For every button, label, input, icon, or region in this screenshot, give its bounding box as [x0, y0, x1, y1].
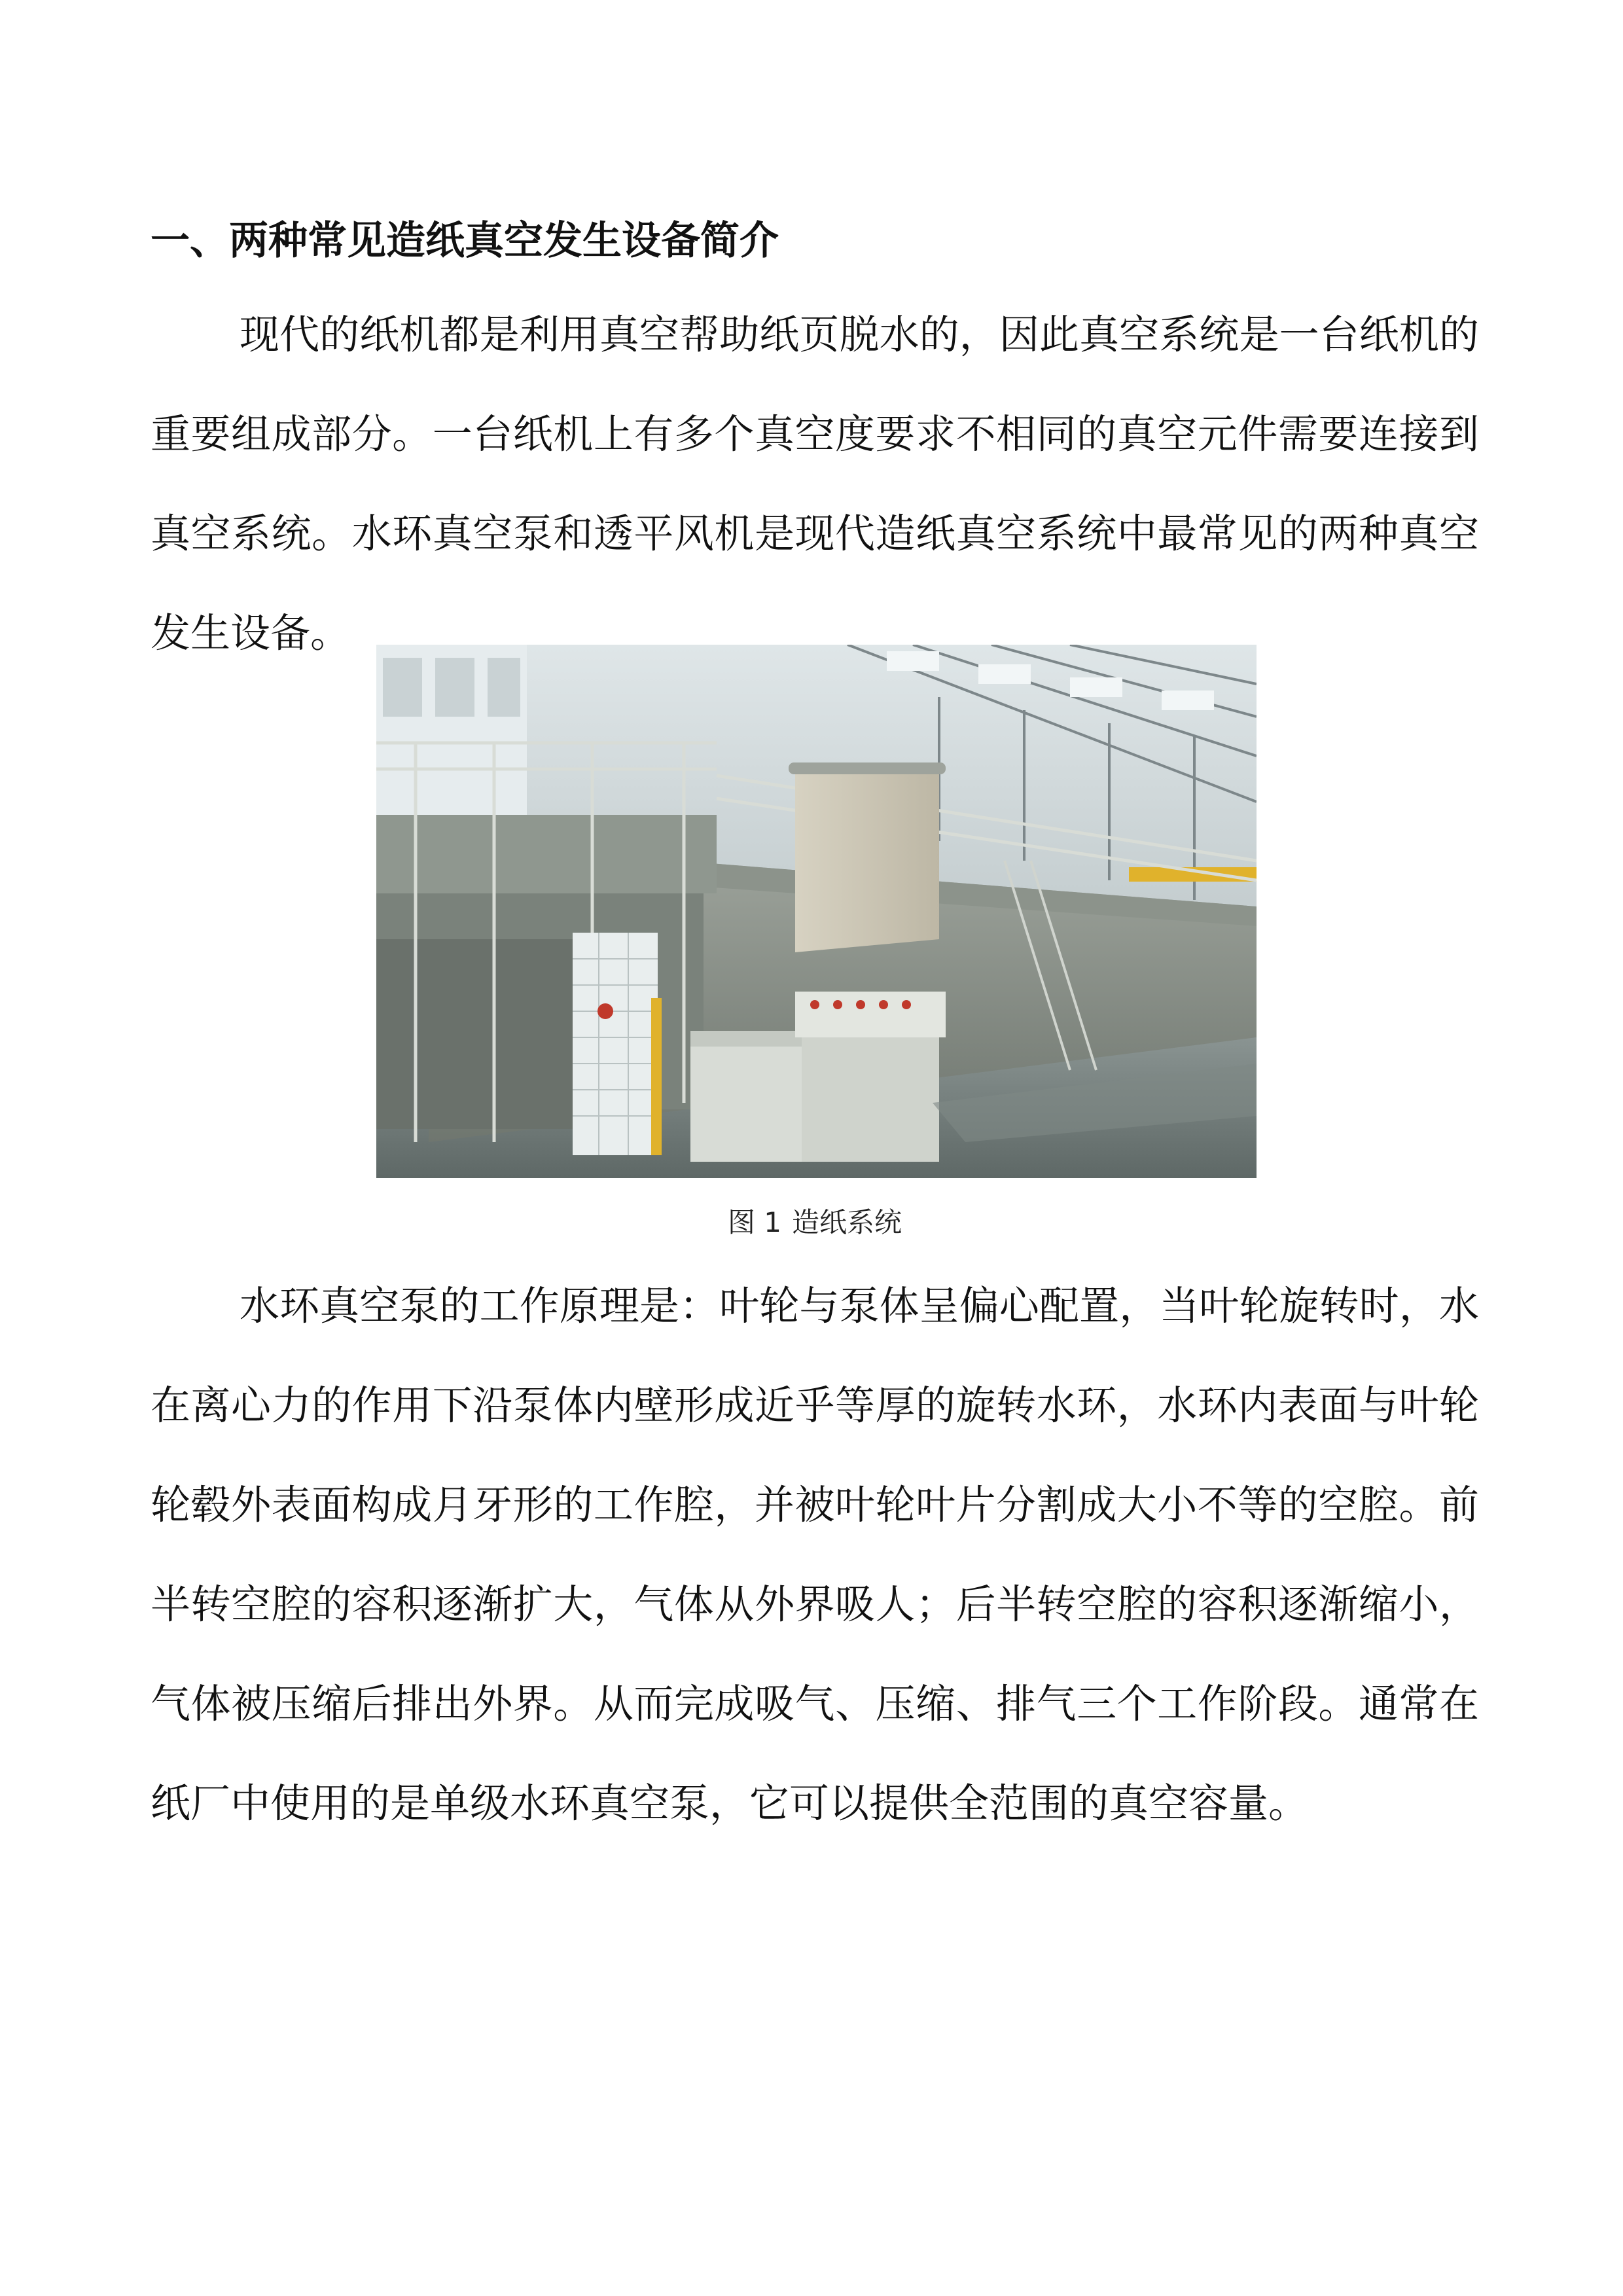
figure-number: 图 1	[727, 1206, 782, 1238]
figure-caption	[151, 1203, 1479, 1242]
document-page	[151, 0, 1479, 2296]
intro-paragraph: 现代的纸机都是利用真空帮助纸页脱水的，因此真空系统是一台纸机的重要组成部分。一台纸机上有多个真空度要求不相同的真空元件需要连接到真空系统。水环真空泵和透平风机是现代造纸真空系统中最常见的两种真空发生设备。	[151, 312, 1479, 656]
principle-paragraph: 水环真空泵的工作原理是：叶轮与泵体呈偏心配置，当叶轮旋转时，水在离心力的作用下沿泵体内壁形成近乎等厚的旋转水环，水环内表面与叶轮轮毂外表面构成月牙形的工作腔，并被叶轮叶片分割成大小不等的空腔。前半转空腔的容积逐渐扩大，气体从外界吸人；后半转空腔的容积逐渐缩小，气体被压缩后排出外界。从而完成吸气、压缩、排气三个工作阶段。通常在纸厂中使用的是单级水环真空泵，它可以提供全范围的真空容量。	[151, 1283, 1479, 1827]
paper-machine-photo	[376, 645, 1257, 1178]
section-heading: 一、两种常见造纸真空发生设备简介	[151, 218, 779, 264]
figure-caption-text: 造纸系统	[792, 1206, 902, 1238]
